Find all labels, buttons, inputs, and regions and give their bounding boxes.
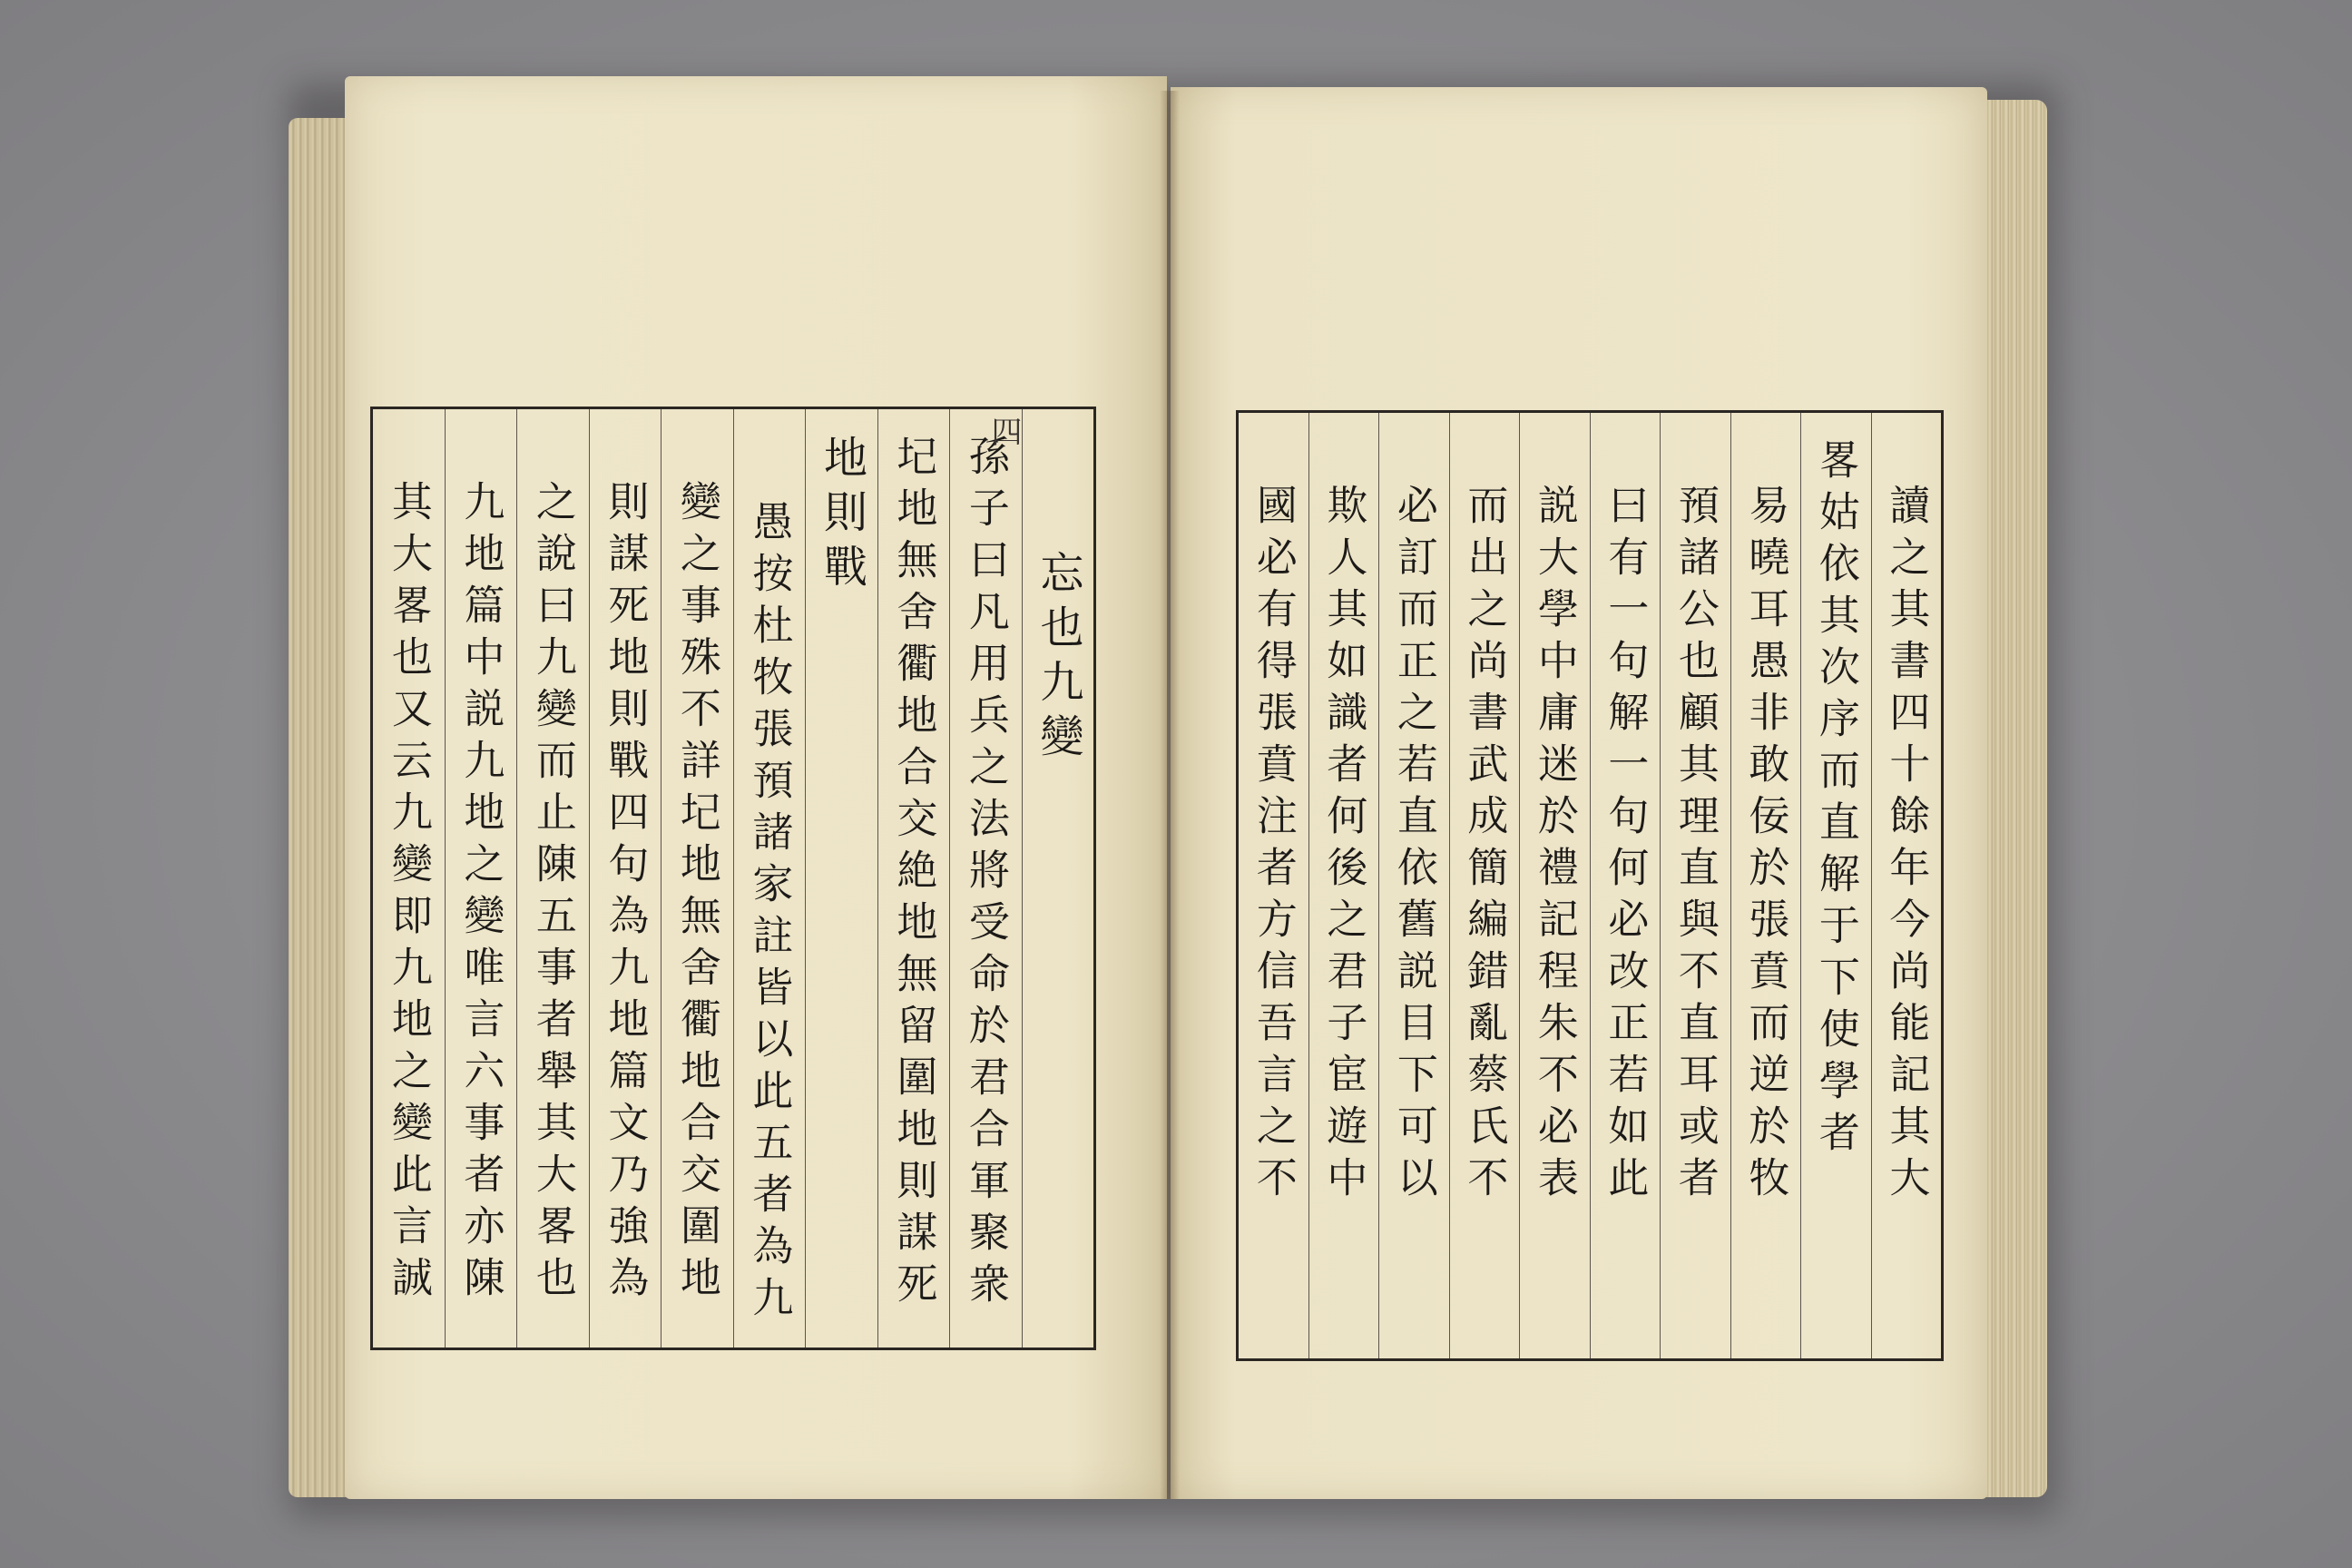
left-columns [373,409,1093,1348]
right-column-text: 讀之其書四十餘年今尚能記其大 [1882,484,1931,1208]
left-column-10 [373,409,445,1348]
right-column-8 [1378,413,1449,1358]
right-column-text: 説大學中庸迷於禮記程朱不必表 [1530,484,1579,1208]
left-column-5 [733,409,806,1348]
marginal-note: 四 [985,416,1022,446]
right-columns [1239,413,1941,1358]
left-column-3 [877,409,950,1348]
right-column-text: 曰有一句解一句何必改正若如此 [1601,484,1650,1208]
right-column-7 [1449,413,1520,1358]
right-column-6 [1519,413,1590,1358]
right-column-1 [1871,413,1942,1358]
left-column-text: 地則戰 [816,435,867,598]
right-column-5 [1590,413,1661,1358]
right-column-10 [1239,413,1308,1358]
right-column-text: 預諸公也顧其理直與不直耳或者 [1671,484,1720,1208]
right-column-text: 易曉耳愚非敢佞於張賁而逆於牧 [1741,484,1790,1208]
left-column-text: 其大畧也又云九變即九地之變此言誠 [384,480,433,1308]
right-column-text: 國必有得張賁注者方信吾言之不 [1249,484,1298,1208]
left-column-text: 九地篇中説九地之變唯言六事者亦陳 [456,480,505,1308]
book-gutter [1160,91,1180,1499]
right-column-2 [1800,413,1871,1358]
left-column-8 [516,409,589,1348]
left-column-7 [589,409,662,1348]
right-column-text: 欺人其如識者何後之君子宦遊中 [1319,484,1368,1208]
left-column-9 [445,409,517,1348]
left-page-edges [289,118,352,1497]
left-column-text: 之說曰九變而止陳五事者舉其大畧也 [528,480,577,1308]
right-column-3 [1730,413,1801,1358]
right-text-frame [1236,410,1944,1361]
right-column-9 [1308,413,1379,1358]
left-column-text: 變之事殊不詳圮地無舍衢地合交圍地 [672,480,721,1308]
left-column-text: 則謀死地則戰四句為九地篇文乃強為 [601,480,650,1308]
left-column-2 [949,409,1022,1348]
left-column-1 [1022,409,1094,1348]
left-column-4 [805,409,877,1348]
right-column-text: 必訂而正之若直依舊説目下可以 [1389,484,1438,1208]
left-column-text: 孫子曰凡用兵之法將受命於君合軍聚衆 [961,435,1010,1314]
right-column-text: 畧姑依其次序而直解于下使學者 [1811,438,1860,1162]
left-column-text: 愚按杜牧張預諸家註皆以此五者為九 [745,500,794,1328]
left-column-text: 忘也九變 [1032,550,1083,768]
left-column-text: 圮地無舍衢地合交絶地無留圍地則謀死 [889,435,938,1314]
right-column-text: 而出之尚書武成簡編錯亂蔡氏不 [1460,484,1509,1208]
left-text-frame [370,407,1096,1350]
left-column-6 [661,409,733,1348]
right-column-4 [1660,413,1730,1358]
